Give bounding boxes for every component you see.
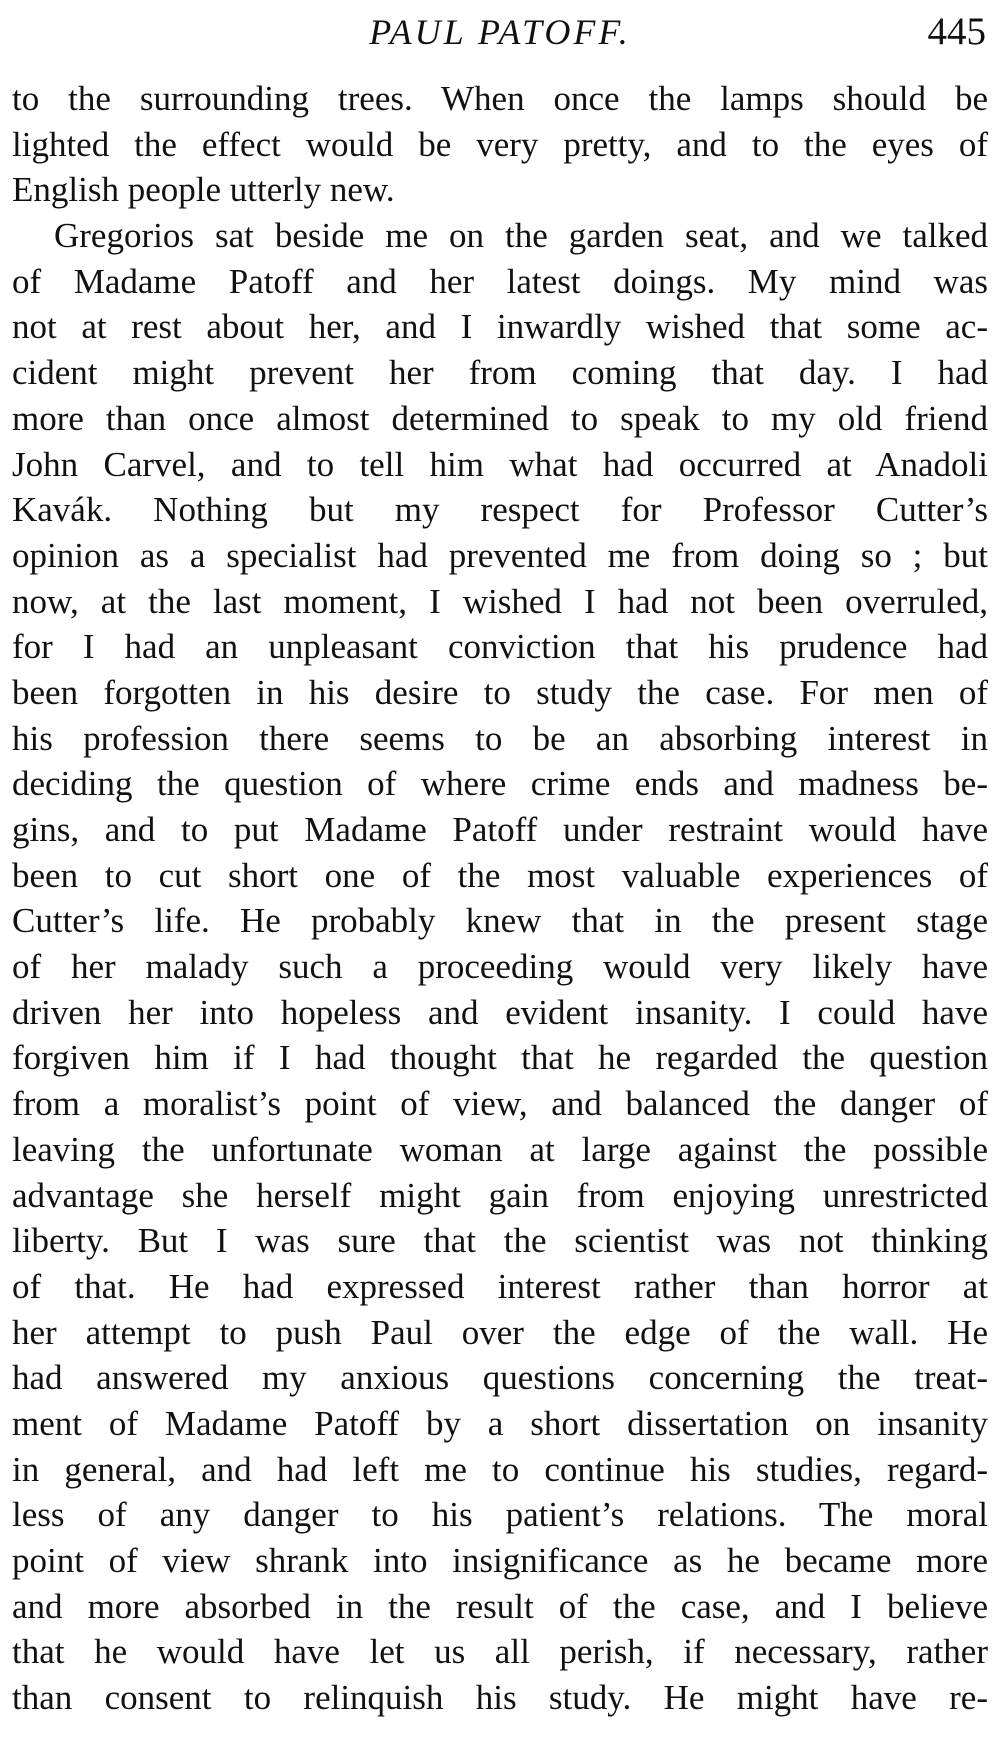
text-line: now, at the last moment, I wished I had not been overruled, <box>12 581 988 621</box>
text-line: English people utterly new. <box>12 170 395 210</box>
text-line: for I had an unpleasant conviction that his prudence had <box>12 627 988 667</box>
text-line: Cutter’s life. He probably knew that in the present stage <box>12 901 988 941</box>
text-line: gins, and to put Madame Patoff under restraint would have <box>12 810 988 849</box>
text-line: lighted the effect would be very pretty, and to the eyes of <box>12 124 988 164</box>
text-line: that he would have let us all perish, if necessary, rather <box>12 1632 988 1672</box>
body-text <box>12 76 988 1721</box>
text-line: been to cut short one of the most valuable experiences of <box>12 855 988 895</box>
text-line: liberty. But I was sure that the scientist was not thinking <box>12 1221 988 1261</box>
text-line: forgiven him if I had thought that he regarded the question <box>12 1038 988 1078</box>
text-line: had answered my anxious questions concerning the treat- <box>12 1358 988 1398</box>
running-title: PAUL PATOFF. <box>369 12 631 52</box>
text-line: more than once almost determined to speak to my old friend <box>12 398 988 438</box>
text-line: to the surrounding trees. When once the lamps should be <box>12 79 988 118</box>
text-line: been forgotten in his desire to study the case. For men of <box>12 672 988 712</box>
text-line: driven her into hopeless and evident insanity. I could have <box>12 992 988 1032</box>
text-line: not at rest about her, and I inwardly wished that some ac- <box>12 307 988 347</box>
running-head <box>12 8 988 60</box>
text-line: John Carvel, and to tell him what had occurred at Anadoli <box>12 444 988 484</box>
page-number: 445 <box>927 10 986 53</box>
text-line: than consent to relinquish his study. He might have re- <box>12 1678 988 1718</box>
text-line: point of view shrank into insignificance as he became more <box>12 1541 988 1580</box>
text-line: advantage she herself might gain from enjoying unrestricted <box>12 1175 988 1215</box>
text-line: his profession there seems to be an absorbing interest in <box>12 718 988 758</box>
text-line: leaving the unfortunate woman at large against the possible <box>12 1129 988 1169</box>
text-line: of that. He had expressed interest rather than horror at <box>12 1266 988 1306</box>
text-line: of her malady such a proceeding would very likely have <box>12 947 988 987</box>
text-line: Gregorios sat beside me on the garden seat, and we talked <box>54 216 988 256</box>
text-line: in general, and had left me to continue his studies, regard- <box>12 1449 988 1489</box>
text-line: her attempt to push Paul over the edge of the wall. He <box>12 1312 988 1352</box>
text-line: Kavák. Nothing but my respect for Professor Cutter’s <box>12 490 988 530</box>
text-line: opinion as a specialist had prevented me from doing so ; but <box>12 535 988 575</box>
text-line: ment of Madame Patoff by a short dissertation on insanity <box>12 1403 988 1443</box>
text-line: cident might prevent her from coming that day. I had <box>12 353 988 393</box>
text-line: from a moralist’s point of view, and balanced the danger of <box>12 1084 988 1124</box>
text-line: of Madame Patoff and her latest doings. My mind was <box>12 261 988 301</box>
text-line: less of any danger to his patient’s relations. The moral <box>12 1495 988 1535</box>
text-line: and more absorbed in the result of the case, and I believe <box>12 1586 988 1626</box>
text-line: deciding the question of where crime ends and madness be- <box>12 764 988 804</box>
